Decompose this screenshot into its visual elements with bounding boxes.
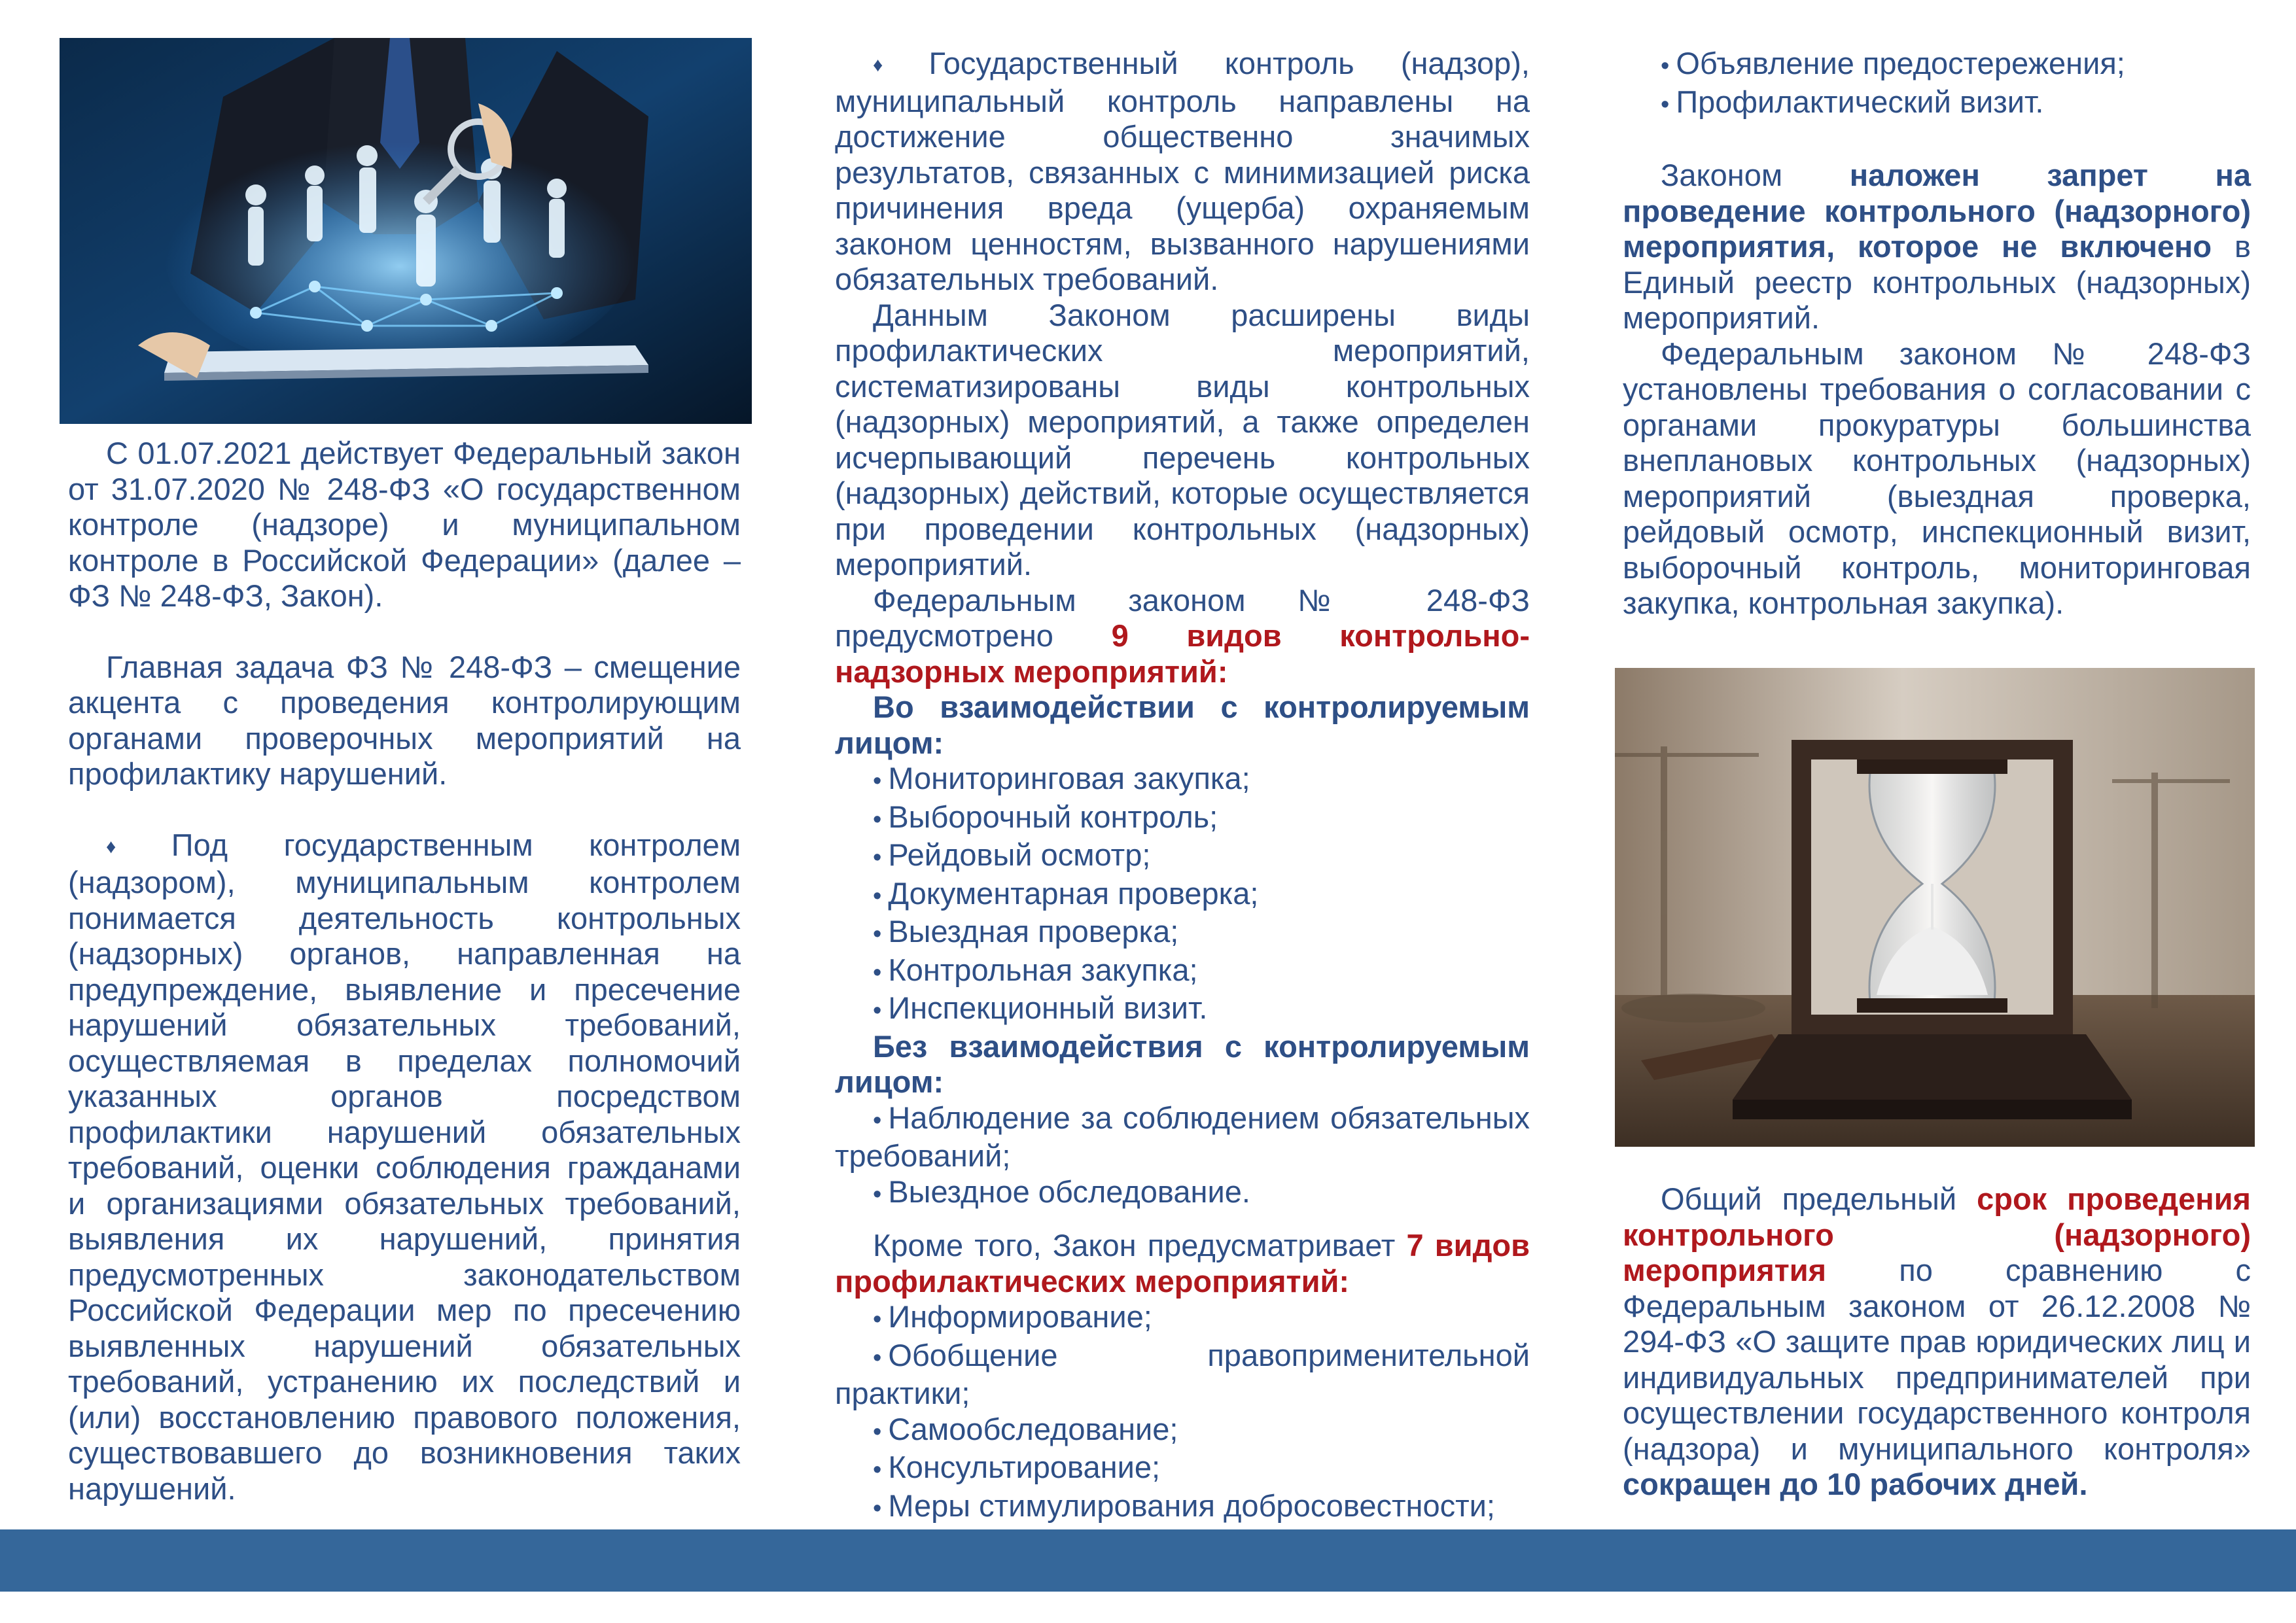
bullet-icon: • [873,1306,882,1333]
ban-tail: в Единый реестр контрольных (надзорных) мероприятий. [1623,229,2251,335]
bullet-icon: • [873,1494,882,1522]
ban-paragraph [1623,158,2251,336]
business-photo [60,38,752,424]
term-paragraph [1623,1181,2251,1503]
ban-lead: Законом [1661,158,1783,192]
list-item: • Обобщение правоприменительной практики; [835,1337,1530,1410]
aim-paragraph [835,46,1530,298]
column-right-top [1623,46,2251,621]
aim-text: Государственный контроль (надзор), муниципальный контроль направлены на достижение общественно значимых результатов, связанных с минимизацией риска причинения вреда (ущерба) охраняемым законом ценностям, вызванного нарушениями обязательных требований. [835,46,1530,296]
hourglass-photo [1615,668,2255,1147]
with-interaction-heading: Во взаимодействии с контролируемым лицом: [835,689,1530,760]
list-item: • Информирование; [873,1299,1152,1334]
list-item: • Контрольная закупка; [873,952,1198,987]
list-item: • Инспекционный визит. [873,990,1208,1025]
list-item: • Выездная проверка; [873,914,1179,949]
seven-types-highlight: 7 видов профилактических мероприятий: [835,1228,1530,1299]
bullet-icon: • [1661,90,1670,118]
term-mid: по сравнению с Федеральным законом от 26.12.2008 № 294-ФЗ «О защите прав юридических лиц и индивидуальных предпринимателей при осуществлении государственного контроля (надзора) и муниципального контроля» [1623,1253,2252,1466]
without-interaction-heading: Без взаимодействия с контролируемым лицом: [835,1028,1530,1099]
list-item: • Мониторинговая закупка; [873,761,1250,795]
ban-highlight: наложен запрет на проведение контрольного (надзорного) мероприятия, которое не включено [1623,158,2252,264]
bullet-icon: • [873,1180,882,1208]
bullet-icon: • [873,1456,882,1484]
bullet-icon: • [873,997,882,1024]
list-item: • Самообследование; [873,1411,1178,1446]
bullet-icon: • [873,958,882,986]
diamond-bullet-icon: ♦ [106,835,164,858]
column-right-bottom [1623,1181,2251,1503]
bullet-icon: • [873,844,882,871]
prosecutor-paragraph: Федеральным законом № 248-ФЗ установлены требования о согласовании с органами прокуратуры большинства внеплановых контрольных (надзорных) мероприятий (выездная проверка, рейдовый осмотр, инспекционный визит, выборочный контроль, мониторинговая закупка, контрольная закупка). [1623,336,2251,620]
bullet-icon: • [873,805,882,833]
list-item: • Документарная проверка; [873,875,1259,911]
bullet-icon: • [1661,52,1670,80]
bullet-icon: • [873,882,882,910]
bullet-icon: • [873,767,882,795]
term-lead: Общий предельный [1661,1181,1957,1216]
nine-types-lead: Федеральным законом № 248-ФЗ предусмотрено [835,582,1530,653]
list-item: • Меры стимулирования добросовестности; [873,1488,1495,1523]
column-middle [835,46,1530,1526]
bullet-icon: • [873,1418,882,1446]
footer-band [0,1529,2296,1592]
intro-paragraph: С 01.07.2021 действует Федеральный закон от 31.07.2020 № 248-ФЗ «О государственном контроле (надзоре) и муниципальном контроле в Российской Федерации» (далее – ФЗ № 248-ФЗ, Закон). [68,436,741,613]
bullet-icon: • [873,920,882,948]
list-item: • Объявление предостережения; [1661,46,2125,80]
list-item: • Выборочный контроль; [873,799,1218,834]
expanded-paragraph: Данным Законом расширены виды профилактических мероприятий, систематизированы виды контрольных (надзорных) мероприятий, а также определен исчерпывающий перечень контрольных (надзорных) действий, которые осуществляется при проведении контрольных (надзорных) мероприятий. [835,297,1530,582]
list-item: • Наблюдение за соблюдением обязательных требований; [835,1100,1530,1173]
bullet-icon: • [873,1344,882,1372]
list-item: • Рейдовый осмотр; [873,837,1151,872]
definition-text: Под государственным контролем (надзором), муниципальным контролем понимается деятельность контрольных (надзорных) органов, направленная на предупреждение, выявление и пресечение нарушений обязательных требований, осуществляемая в пределах полномочий указанных органов посредством профилактики нарушений обязательных требований, оценки соблюдения гражданами и организациями обязательных требований, выявления их нарушений, принятия предусмотренных законодательством Российской Федерации мер по пресечению выявленных нарушений обязательных требований, устранению их последствий и (или) восстановлению правового положения, существовавшего до возникновения таких нарушений. [68,827,741,1506]
list-item: • Профилактический визит. [1661,84,2044,119]
term-result: сокращен до 10 рабочих дней. [1623,1467,2088,1501]
seven-types-paragraph [835,1228,1530,1299]
column-left [68,436,741,1507]
main-task-paragraph: Главная задача ФЗ № 248-ФЗ – смещение акцента с проведения контролирующим органами проверочных мероприятий на профилактику нарушений. [68,649,741,791]
bullet-icon: • [873,1106,882,1134]
list-item: • Консультирование; [873,1450,1161,1484]
term-highlight: срок проведения контрольного (надзорного) мероприятия [1623,1181,2251,1287]
definition-paragraph [68,828,741,1507]
nine-types-highlight: 9 видов контрольно-надзорных мероприятий: [835,618,1530,689]
seven-types-lead: Кроме того, Закон предусматривает [873,1228,1396,1263]
diamond-bullet-icon: ♦ [873,54,921,76]
nine-types-paragraph [835,583,1530,690]
list-item: • Выездное обследование. [873,1174,1250,1209]
